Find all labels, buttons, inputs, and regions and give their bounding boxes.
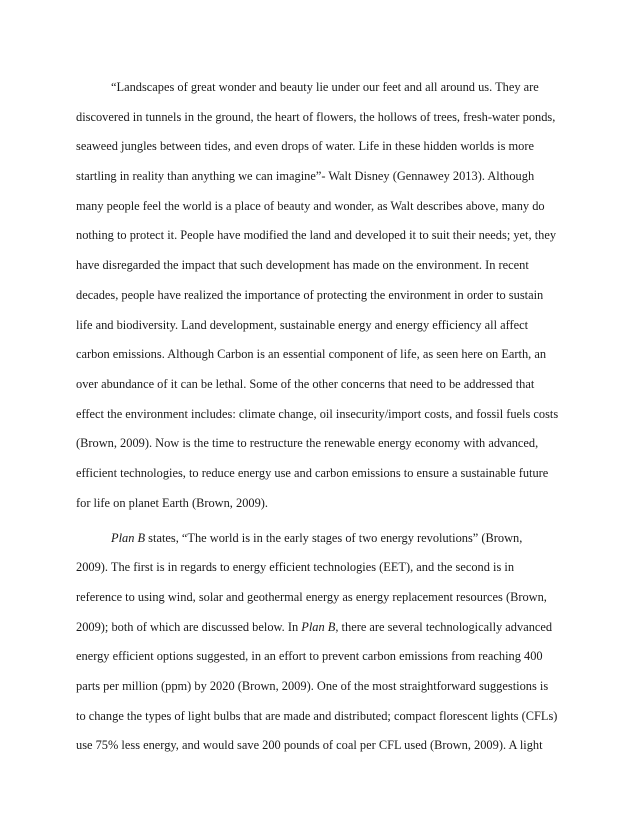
paragraph-line: effect the environment includes: climate change, oil insecurity/import costs, and fossil fuels costs bbox=[76, 406, 559, 421]
paragraph-line: nothing to protect it. People have modified the land and developed it to suit their needs; yet, they bbox=[76, 228, 557, 243]
paragraph-line: seaweed jungles between tides, and even drops of water. Life in these hidden worlds is more bbox=[76, 139, 534, 154]
paragraph-line: parts per million (ppm) by 2020 (Brown, 2009). One of the most straightforward suggestions is bbox=[76, 679, 549, 694]
paragraph-line bbox=[76, 529, 572, 547]
paragraph-1 bbox=[76, 78, 572, 512]
book-title-italic: Plan B bbox=[301, 619, 336, 634]
paragraph-line: efficient technologies, to reduce energy use and carbon emissions to ensure a sustainable future bbox=[76, 465, 549, 480]
paragraph-line: reference to using wind, solar and geothermal energy as energy replacement resources (Brown, bbox=[76, 590, 547, 604]
line-text: 2009); both of which are discussed below. In bbox=[76, 619, 302, 634]
book-title-italic: Plan B bbox=[111, 530, 146, 545]
paragraph-line bbox=[76, 618, 572, 636]
paragraph-line: 2009). The first is in regards to energy efficient technologies (EET), and the second is in bbox=[76, 560, 515, 575]
paragraph-line: decades, people have realized the importance of protecting the environment in order to sustain bbox=[76, 287, 544, 302]
paragraph-line: to change the types of light bulbs that are made and distributed; compact florescent lights (CFLs) bbox=[76, 708, 558, 723]
line-text: states, “The world is in the early stages of two energy revolutions” (Brown, bbox=[145, 530, 523, 545]
paragraph-line: over abundance of it can be lethal. Some of the other concerns that need to be addressed that bbox=[76, 376, 535, 391]
paragraph-line: energy efficient options suggested, in an effort to prevent carbon emissions from reaching 400 bbox=[76, 649, 543, 664]
line-text: , there are several technologically advanced bbox=[335, 619, 553, 634]
paragraph-line: many people feel the world is a place of beauty and wonder, as Walt describes above, many do bbox=[76, 198, 545, 213]
paragraph-line: for life on planet Earth (Brown, 2009). bbox=[76, 495, 269, 510]
paragraph-line: life and biodiversity. Land development, sustainable energy and energy efficiency all affect bbox=[76, 317, 529, 332]
paragraph-line: discovered in tunnels in the ground, the heart of flowers, the hollows of trees, fresh-water ponds, bbox=[76, 109, 556, 124]
paragraph-line: use 75% less energy, and would save 200 pounds of coal per CFL used (Brown, 2009). A light bbox=[76, 738, 543, 753]
paragraph-line: (Brown, 2009). Now is the time to restructure the renewable energy economy with advanced, bbox=[76, 436, 539, 451]
paragraph-line: carbon emissions. Although Carbon is an essential component of life, as seen here on Earth, an bbox=[76, 347, 547, 362]
paragraph-line: startling in reality than anything we can imagine”- Walt Disney (Gennawey 2013). Although bbox=[76, 169, 535, 184]
paragraph-2 bbox=[76, 529, 572, 755]
document-body bbox=[76, 78, 572, 754]
paragraph-line: “Landscapes of great wonder and beauty lie under our feet and all around us. They are bbox=[111, 80, 539, 94]
paragraph-line: have disregarded the impact that such development has made on the environment. In recent bbox=[76, 258, 529, 273]
